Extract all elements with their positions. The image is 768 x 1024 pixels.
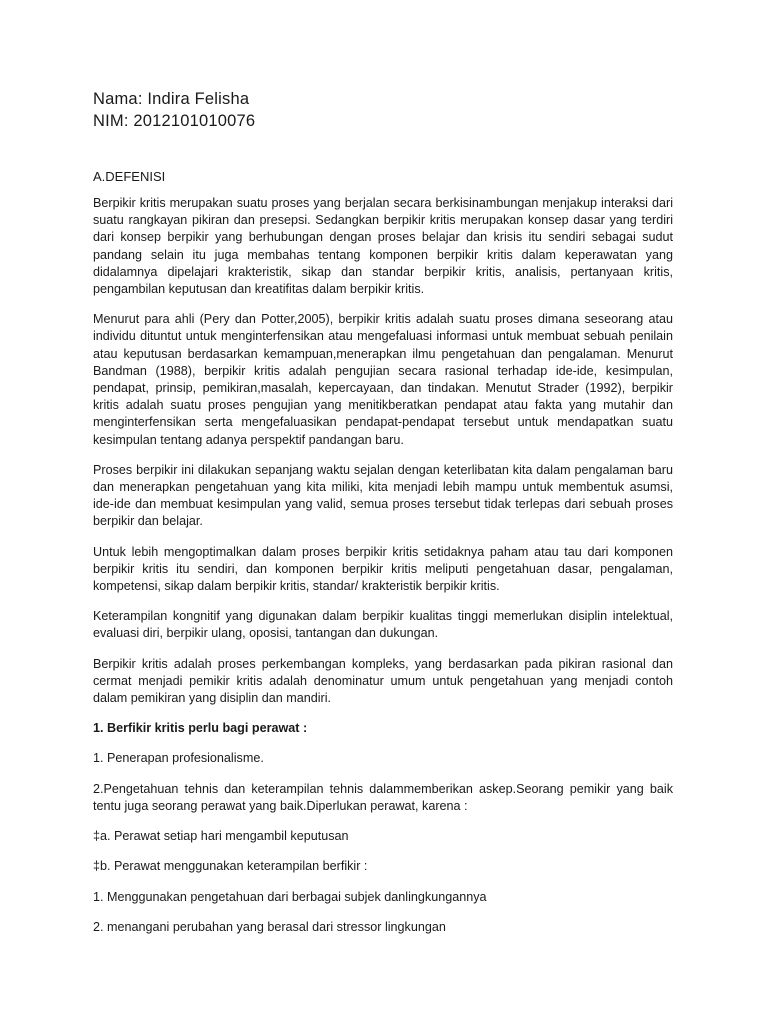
paragraph: Menurut para ahli (Pery dan Potter,2005), berpikir kritis adalah suatu proses dimana seseorang atau individu dituntut untuk menginterfensikan atau mengefaluasi informasi untuk membuat sebuah penilain atau keputusan berdasarkan kemampuan,menerapkan ilmu pengetahuan dan pengalaman. Menurut Bandman (1988), berpikir kritis adalah pengujian secara rasional terhadap ide-ide, kesimpulan, pendapat, prinsip, pemikiran,masalah, kepercayaan, dan tindakan. Menutut Strader (1992), berpikir kritis adalah suatu proses pengujian yang menitikberatkan pendapat atau fakta yang mutahir dan menginterfensikan serta mengefaluasikan pendapat-pendapat tersebut untuk mendapatkan suatu kesimpulan tentang adanya perspektif pandangan baru. [93,312,673,447]
list-heading: 1. Berfikir kritis perlu bagi perawat : [93,721,308,736]
student-nim: NIM: 2012101010076 [93,112,256,130]
list-item: 2.Pengetahuan tehnis dan keterampilan tehnis dalammemberikan askep.Seorang pemikir yang baik tentu juga seorang perawat yang baik.Diperlukan perawat, karena : [93,781,673,813]
paragraph: Keterampilan kongnitif yang digunakan dalam berpikir kualitas tinggi memerlukan disiplin intelektual, evaluasi diri, berpikir ulang, oposisi, tantangan dan dukungan. [93,609,673,641]
list-item: 2. menangani perubahan yang berasal dari stressor lingkungan [93,919,446,934]
list-item: ‡a. Perawat setiap hari mengambil keputusan [93,829,349,844]
paragraph: Untuk lebih mengoptimalkan dalam proses berpikir kritis setidaknya paham atau tau dari komponen berpikir kritis itu sendiri, dan komponen berpikir kritis meliputi pengetahuan dasar, pengalaman, kompetensi, sikap dalam berpikir kritis, standar/ krakteristik berpikir kritis. [93,544,673,594]
paragraph: Proses berpikir ini dilakukan sepanjang waktu sejalan dengan keterlibatan kita dalam pengalaman baru dan menerapkan pengetahuan yang kita miliki, kita menjadi lebih mampu untuk membentuk asumsi, ide-ide dan membuat kesimpulan yang valid, semua proses tersebut tidak terlepas dari sebuah proses berpikir dan belajar. [93,462,673,529]
section-heading: A.DEFENISI [93,169,166,184]
list-item: 1. Penerapan profesionalisme. [93,751,264,766]
paragraph: Berpikir kritis adalah proses perkembangan kompleks, yang berdasarkan pada pikiran rasional dan cermat menjadi pemikir kritis adalah denominatur umum untuk pengetahuan yang menjadi contoh dalam pemikiran yang disiplin dan mandiri. [93,656,673,706]
paragraph: Berpikir kritis merupakan suatu proses yang berjalan secara berkisinambungan menjakup interaksi dari suatu rangkayan pikiran dan presepsi. Sedangkan berpikir kritis merupakan konsep dasar yang terdiri dari konsep berpikir yang berhubungan dengan proses belajar dan krisis itu sendiri sebagai sudut pandang selain itu juga membahas tentang komponen berpikir kritis dalam keperawatan yang didalamnya dipelajari krakteristik, sikap dan standar berpikir kritis, analisis, pertanyaan kritis, pengambilan keputusan dan kreatifitas dalam berpikir kritis. [93,196,673,297]
list-item: 1. Menggunakan pengetahuan dari berbagai subjek danlingkungannya [93,889,487,904]
document-page [93,88,673,936]
list-item: ‡b. Perawat menggunakan keterampilan berfikir : [93,859,368,874]
student-name: Nama: Indira Felisha [93,90,250,108]
